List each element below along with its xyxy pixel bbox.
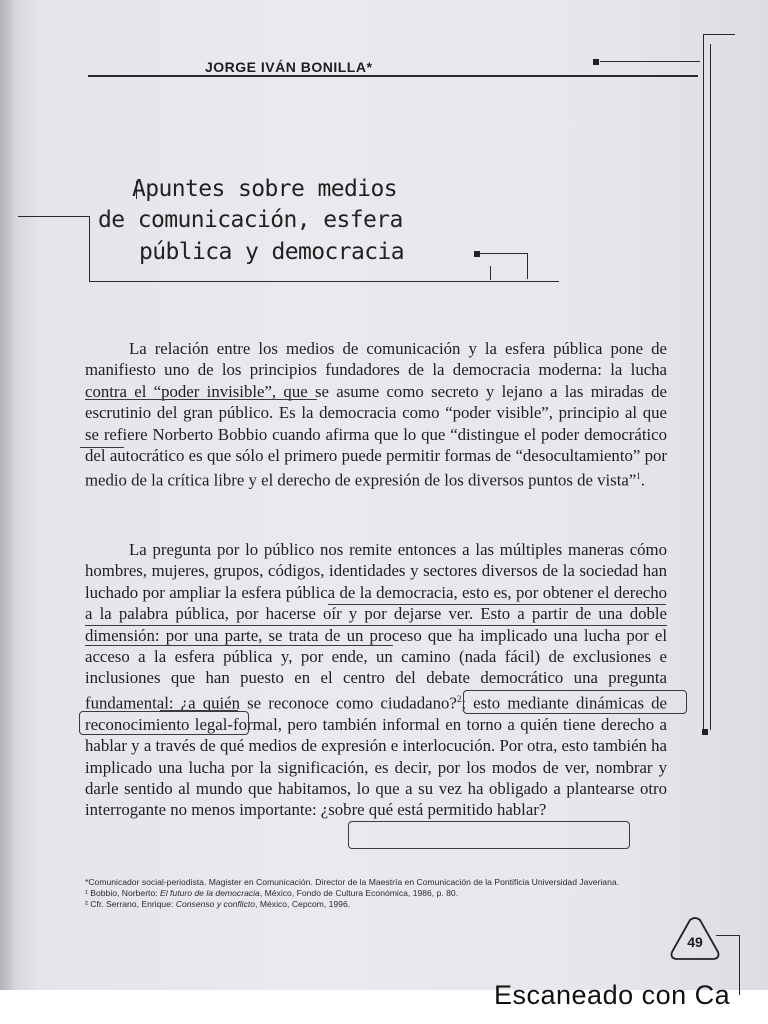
side-rule-top	[703, 34, 704, 734]
pen-underline	[85, 399, 317, 400]
footnotes	[85, 877, 675, 910]
title-line-2: de comunicación, esfera	[98, 207, 403, 233]
paragraph-1-text: La relación entre los medios de comunicación y la esfera pública pone de manifiesto uno de los principios fundadores de la democracia moderna: la lucha contra el “poder invisible”, que se asume como secreto y lejano a las miradas de escrutinio del gran público. Es la democracia como “poder visible”, principio al que se refiere Norberto Bobbio cuando afirma que lo que “distingue el poder democrático del autocrático es que sólo el primero puede permitir formas de “desocultamiento” por medio de la crítica libre y el derecho de expresión de los diversos puntos de vista”	[85, 339, 667, 491]
footnote-1-title: El futuro de la democracia	[160, 888, 260, 898]
title-rule-right-a	[478, 253, 528, 254]
paragraph-1-end: .	[640, 471, 645, 491]
paragraph-2-text-a: La pregunta por lo público nos remite entonces a las múltiples maneras cómo hombres, mujeres, grupos, códigos, identidades y sectores diversos de la sociedad han luchado por ampliar la esfera pública de la democracia, esto es, por obtener el derecho a la palabra pública, por hacerse oír y por dejarse ver. Esto a partir de una doble dimensión: por una parte, se trata de un proceso que ha implicado una lucha por el acceso a la esfera pública y, por ende, un camino (nada fácil) de exclusiones e inclusiones que han puesto en el centro del debate democrático una pregunta fundamental: ¿a quién se reconoce como ciudadano?	[85, 540, 667, 713]
pen-underline	[85, 645, 393, 646]
title-line-3: pública y democracia	[139, 239, 404, 265]
header-rule	[88, 75, 698, 77]
author-name: JORGE IVÁN BONILLA*	[205, 59, 373, 75]
pen-underline	[328, 604, 666, 605]
article-paragraph-2	[85, 539, 667, 821]
footnote-ref-1: 1	[636, 471, 641, 482]
pen-box-question-2	[348, 821, 630, 849]
side-rule-right	[710, 44, 711, 730]
footnote-2-prefix: ² Cfr. Serrano, Enrique:	[85, 899, 176, 909]
page-number-rule-vertical	[739, 935, 740, 995]
side-rule-marker	[702, 729, 708, 735]
side-rule-hook	[703, 34, 735, 35]
pen-box-question-1	[463, 690, 687, 714]
footnote-1-prefix: ¹ Bobbio, Norberto:	[85, 888, 160, 898]
title-rule-left	[18, 216, 90, 217]
article-paragraph-1	[85, 338, 667, 491]
footnote-1	[85, 888, 675, 899]
title-rule-right-b	[527, 253, 528, 279]
header-rule-marker	[593, 59, 599, 65]
pen-underline	[85, 625, 667, 626]
title-line-1: Apuntes sobre medios	[132, 176, 397, 202]
page-number-rule	[716, 935, 740, 936]
page-gutter-shadow	[0, 0, 16, 990]
footnote-author: *Comunicador social-periodista. Magister en Comunicación. Director de la Maestría en Comunicación de la Pontificia Universidad Javeriana.	[85, 877, 620, 887]
footnote-2	[85, 899, 675, 910]
pen-underline	[80, 447, 124, 448]
paragraph-2-text-b: ; esto mediante dinámicas de reconocimiento legal-formal, pero también informal en torno a quién tiene derecho a hablar y a través de qué medios de expresión e interlocución. Por otra, esto también ha implicado una lucha por la significación, es decir, por los modos de ver, nombrar y darle sentido al mundo que habitamos, lo que a su vez ha obligado a plantearse otro interrogante no menos importante: ¿sobre qué está permitido hablar?	[85, 693, 667, 820]
scan-watermark: Escaneado con Ca	[494, 980, 731, 1010]
title-rule-bottom	[89, 281, 559, 282]
footnote-2-title: Consenso y conflicto	[175, 899, 256, 909]
footnote-2-suffix: , México, Cepcom, 1996.	[255, 899, 351, 909]
pen-box-question-1-tail	[79, 711, 249, 735]
footnote-1-suffix: , México, Fondo de Cultura Económica, 1986, p. 80.	[259, 888, 459, 898]
page-number-badge	[668, 916, 722, 964]
title-marker	[474, 251, 480, 257]
title-rule-right-c	[490, 266, 491, 280]
header-rule-top	[600, 61, 700, 62]
footnote-ref-2: 2	[456, 693, 462, 704]
page-number: 49	[687, 934, 703, 950]
title-rule-vertical-left	[89, 216, 90, 282]
